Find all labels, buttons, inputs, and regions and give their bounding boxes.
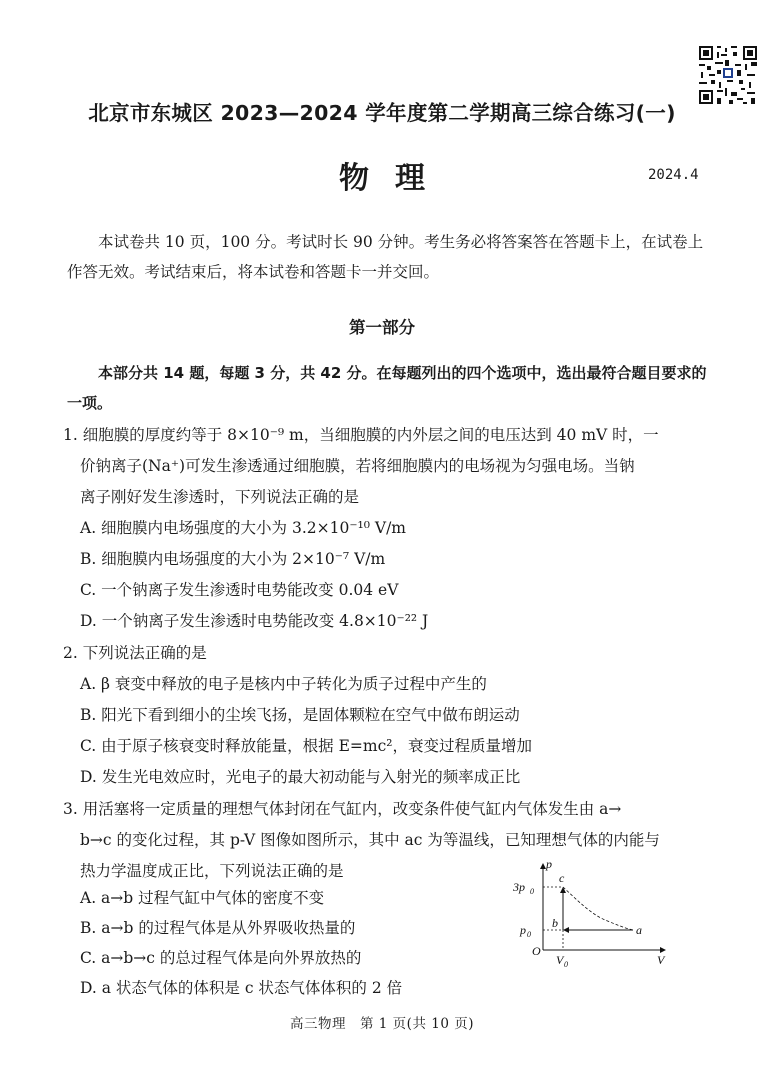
question-1-option-d: D. 一个钠离子发生渗透时电势能改变 4.8×10⁻²² J	[80, 612, 429, 630]
question-2-option-a: A. β 衰变中释放的电子是核内中子转化为质子过程中产生的	[80, 675, 487, 693]
question-3-option-b: B. a→b 的过程气体是从外界吸收热量的	[80, 919, 356, 937]
exam-intro: 本试卷共 10 页，100 分。考试时长 90 分钟。考生务必将答案答在答题卡上，在试卷上作答无效。考试结束后，将本试卷和答题卡一并交回。	[67, 233, 704, 281]
part-title: 第一部分	[349, 318, 415, 337]
subject-title: 物理	[339, 161, 451, 196]
question-1-option-c: C. 一个钠离子发生渗透时电势能改变 0.04 eV	[80, 581, 399, 599]
label-v0: V	[556, 953, 564, 967]
axis-v-label: V	[657, 953, 665, 967]
label-3p0-sub: 0	[530, 887, 534, 896]
question-1-option-b: B. 细胞膜内电场强度的大小为 2×10⁻⁷ V/m	[80, 550, 386, 568]
origin-label: O	[532, 944, 541, 958]
axis-p-label: p	[546, 858, 552, 871]
question-1-stem-line: 价钠离子(Na⁺)可发生渗透通过细胞膜，若将细胞膜内的电场视为匀强电场。当钠	[80, 457, 635, 475]
question-3-stem-line: b→c 的变化过程，其 p-V 图像如图所示，其中 ac 为等温线，已知理想气体的内能与	[80, 831, 660, 849]
question-2-option-d: D. 发生光电效应时，光电子的最大初动能与入射光的频率成正比	[80, 768, 521, 786]
question-3-stem-line: 热力学温度成正比，下列说法正确的是	[80, 862, 344, 880]
question-3-option-a: A. a→b 过程气缸中气体的密度不变	[80, 889, 325, 907]
label-v0-sub: 0	[564, 960, 568, 969]
question-3-option-c: C. a→b→c 的总过程气体是向外界放热的	[80, 949, 362, 967]
question-1-option-a: A. 细胞膜内电场强度的大小为 3.2×10⁻¹⁰ V/m	[80, 519, 406, 537]
isotherm-ac	[563, 887, 633, 930]
page-footer: 高三物理 第 1 页(共 10 页)	[290, 1016, 474, 1032]
question-2-option-c: C. 由于原子核衰变时释放能量，根据 E=mc²，衰变过程质量增加	[80, 737, 532, 755]
question-3-stem-line: 3. 用活塞将一定质量的理想气体封闭在气缸内，改变条件使气缸内气体发生由 a→	[63, 800, 622, 818]
exam-title: 北京市东城区 2023—2024 学年度第二学期高三综合练习(一)	[88, 101, 676, 125]
label-3p0: 3p	[513, 880, 525, 894]
question-2-option-b: B. 阳光下看到细小的尘埃飞扬，是固体颗粒在空气中做布朗运动	[80, 706, 520, 724]
point-b-label: b	[552, 916, 558, 930]
label-p0: p	[520, 923, 526, 937]
exam-date: 2024.4	[648, 167, 699, 183]
question-1-stem-line: 离子刚好发生渗透时，下列说法正确的是	[80, 488, 360, 506]
label-p0-sub: 0	[527, 930, 531, 939]
qr-code-icon	[697, 44, 759, 106]
question-3-option-d: D. a 状态气体的体积是 c 状态气体体积的 2 倍	[80, 979, 403, 997]
point-c-label: c	[559, 871, 565, 885]
question-1-stem-line: 1. 细胞膜的厚度约等于 8×10⁻⁹ m，当细胞膜的内外层之间的电压达到 40 mV 时，一	[63, 426, 659, 444]
pv-diagram	[505, 858, 675, 970]
point-a-label: a	[636, 923, 642, 937]
question-2-stem: 2. 下列说法正确的是	[63, 644, 207, 662]
part-instructions: 本部分共 14 题，每题 3 分，共 42 分。在每题列出的四个选项中，选出最符合题目要求的一项。	[67, 364, 707, 412]
